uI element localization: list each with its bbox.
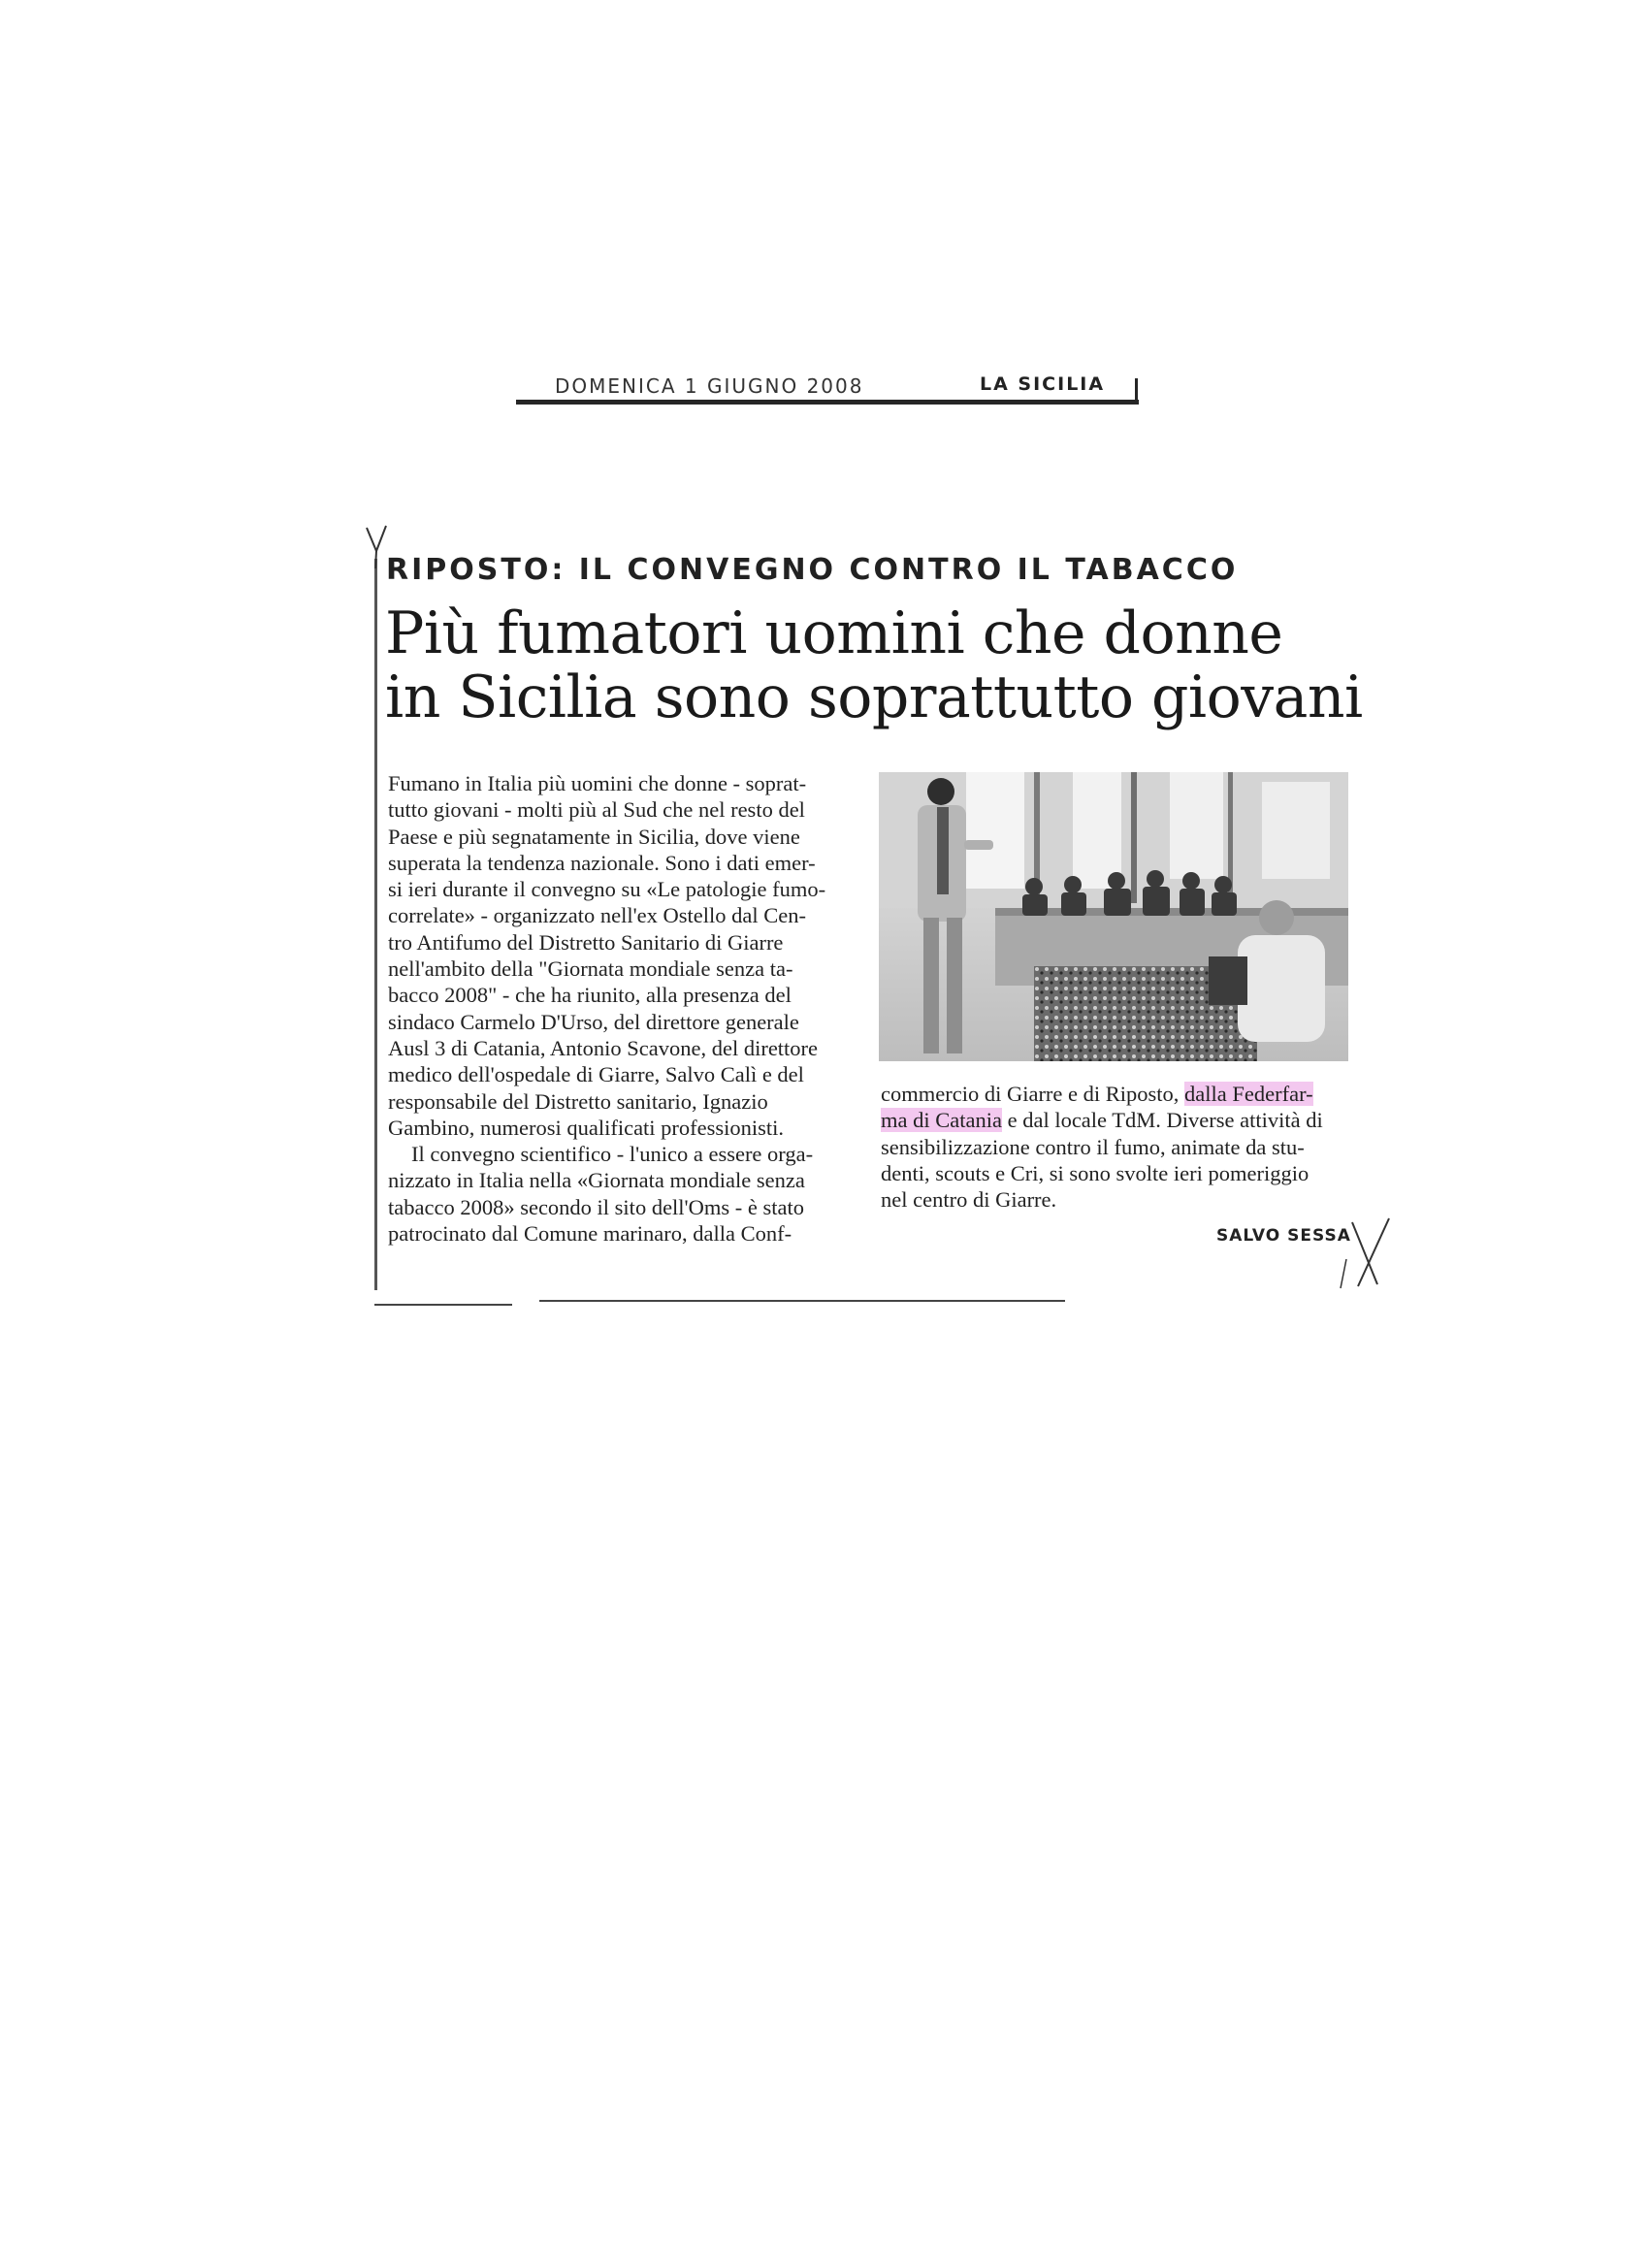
body-line: superata la tendenza nazionale. Sono i dati emer- [388,850,816,875]
body-line: Fumano in Italia più uomini che donne - soprat- [388,771,807,795]
article-body-left-column [388,770,854,1247]
body-line: responsabile del Distretto sanitario, Ignazio [388,1088,768,1114]
article-body-right-column [881,1081,1351,1213]
pen-x-mark-icon [1339,1213,1397,1294]
body-line: denti, scouts e Cri, si sono svolte ieri pomeriggio [881,1160,1310,1185]
body-line: Gambino, numerosi qualificati professionisti. [388,1115,785,1140]
body-line: tro Antifumo del Distretto Sanitario di Giarre [388,929,784,955]
body-line: tabacco 2008» secondo il sito dell'Oms - è stato [388,1194,804,1219]
body-line: Paese e più segnatamente in Sicilia, dove viene [388,824,800,849]
body-line: tutto giovani - molti più al Sud che nel resto del [388,797,805,823]
body-line: nel centro di Giarre. [881,1187,1057,1213]
body-line: commercio di Giarre e di Riposto, dalla Federfar- [881,1082,1313,1106]
body-line: sindaco Carmelo D'Urso, del direttore generale [388,1009,799,1034]
article-left-rule [374,559,377,1290]
masthead-date: DOMENICA 1 GIUGNO 2008 [555,374,864,398]
body-line: Il convegno scientifico - l'unico a essere orga- [411,1142,814,1167]
bottom-rule [539,1300,1065,1302]
body-line: nell'ambito della "Giornata mondiale senza ta- [388,956,793,982]
article-photo [879,772,1348,1061]
body-line: ma di Catania e dal locale TdM. Diverse attività di [881,1108,1323,1133]
body-line: correlate» - organizzato nell'ex Ostello dal Cen- [388,903,806,928]
body-line: patrocinato dal Comune marinaro, dalla Conf- [388,1221,792,1247]
highlighted-text: dalla Federfar- [1184,1082,1313,1106]
body-line: si ieri durante il convegno su «Le patologie fumo- [388,877,826,902]
article-headline [385,601,1374,729]
masthead-tick [1135,378,1138,402]
body-line: sensibilizzazione contro il fumo, animate da stu- [881,1134,1305,1159]
masthead [516,373,1141,407]
newspaper-name: LA SICILIA [980,373,1106,395]
headline-line: Più fumatori uomini che donne [385,599,1283,667]
body-line: Ausl 3 di Catania, Antonio Scavone, del direttore [388,1035,819,1060]
highlighted-text: ma di Catania [881,1108,1002,1133]
masthead-rule [516,400,1139,405]
body-line: medico dell'ospedale di Giarre, Salvo Calì e del [388,1062,804,1087]
article-kicker: RIPOSTO: IL CONVEGNO CONTRO IL TABACCO [386,553,1239,587]
article-byline: SALVO SESSA [1216,1226,1351,1246]
headline-line: in Sicilia sono soprattutto giovani [385,664,1363,731]
bottom-rule [374,1304,512,1306]
body-line: bacco 2008" - che ha riunito, alla presenza del [388,983,792,1008]
body-line: nizzato in Italia nella «Giornata mondiale senza [388,1168,805,1193]
